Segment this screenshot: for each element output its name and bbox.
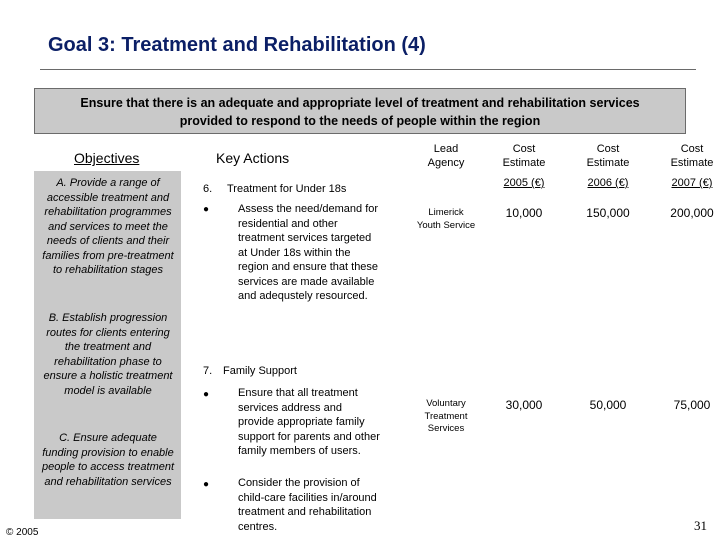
action-7-cost-2007: 75,000 [673, 398, 711, 412]
page-number: 31 [694, 518, 707, 533]
lead-agency-header: Lead Agency [427, 143, 465, 169]
action-6-cost-2007: 200,000 [670, 206, 714, 220]
action-section-6-title: Treatment for Under 18s [227, 183, 347, 195]
action-section-6-heading [203, 183, 346, 195]
bullet-dot-icon: ● [203, 389, 210, 400]
action-7-cost-2006: 50,000 [589, 398, 627, 412]
action-7-bullet-2: Consider the provision of child-care facilities in/around treatment and rehabilitation centres. [238, 477, 377, 533]
action-7-cost-2005: 30,000 [505, 398, 543, 412]
slide-title: Goal 3: Treatment and Rehabilitation (4) [48, 34, 426, 56]
cost-estimate-2006-header: Cost Estimate [586, 143, 630, 169]
action-6-cost-2006: 150,000 [586, 206, 630, 220]
bullet-dot-icon: ● [203, 479, 210, 490]
cost-estimate-2007-header: Cost Estimate [670, 143, 714, 169]
action-7-lead-agency: Voluntary Treatment Services [424, 398, 468, 434]
copyright-notice: © 2005 [6, 527, 39, 538]
objective-a: A. Provide a range of accessible treatment and rehabilitation programmes and services to meet the needs of clients and their families from pre-treatment to rehabilitation stages [42, 177, 174, 276]
title-divider [40, 69, 696, 70]
year-2005-label: 2005 (€) [503, 177, 545, 189]
year-2006-label: 2006 (€) [587, 177, 629, 189]
action-section-7-title: Family Support [223, 365, 297, 377]
goal-statement-box: Ensure that there is an adequate and appropriate level of treatment and rehabilitation services provided to respond to the needs of people within the region [34, 88, 686, 134]
action-6-bullet-1: Assess the need/demand for residential and other treatment services targeted at Under 18s within the region and ensure that these services are made available and adequstely resourced. [238, 203, 379, 302]
action-section-7-heading [203, 365, 297, 377]
objectives-header: Objectives [74, 150, 140, 166]
action-7-bullet-1: Ensure that all treatment services address and provide appropriate family support for parents and other family members of users. [238, 387, 380, 457]
objectives-panel [34, 171, 181, 519]
year-2007-label: 2007 (€) [671, 177, 713, 189]
action-section-7-number: 7. [203, 365, 213, 377]
action-section-6-number: 6. [203, 183, 213, 195]
cost-estimate-2005-header: Cost Estimate [502, 143, 546, 169]
bullet-dot-icon: ● [203, 204, 210, 215]
key-actions-header: Key Actions [216, 150, 290, 166]
objective-c: C. Ensure adequate funding provision to enable people to access treatment and rehabilitation services [41, 432, 175, 488]
action-6-cost-2005: 10,000 [505, 206, 543, 220]
objective-b: B. Establish progression routes for clients entering the treatment and rehabilitation phase to ensure a holistic treatment model is available [43, 312, 173, 397]
action-6-lead-agency: Limerick Youth Service [416, 207, 476, 231]
